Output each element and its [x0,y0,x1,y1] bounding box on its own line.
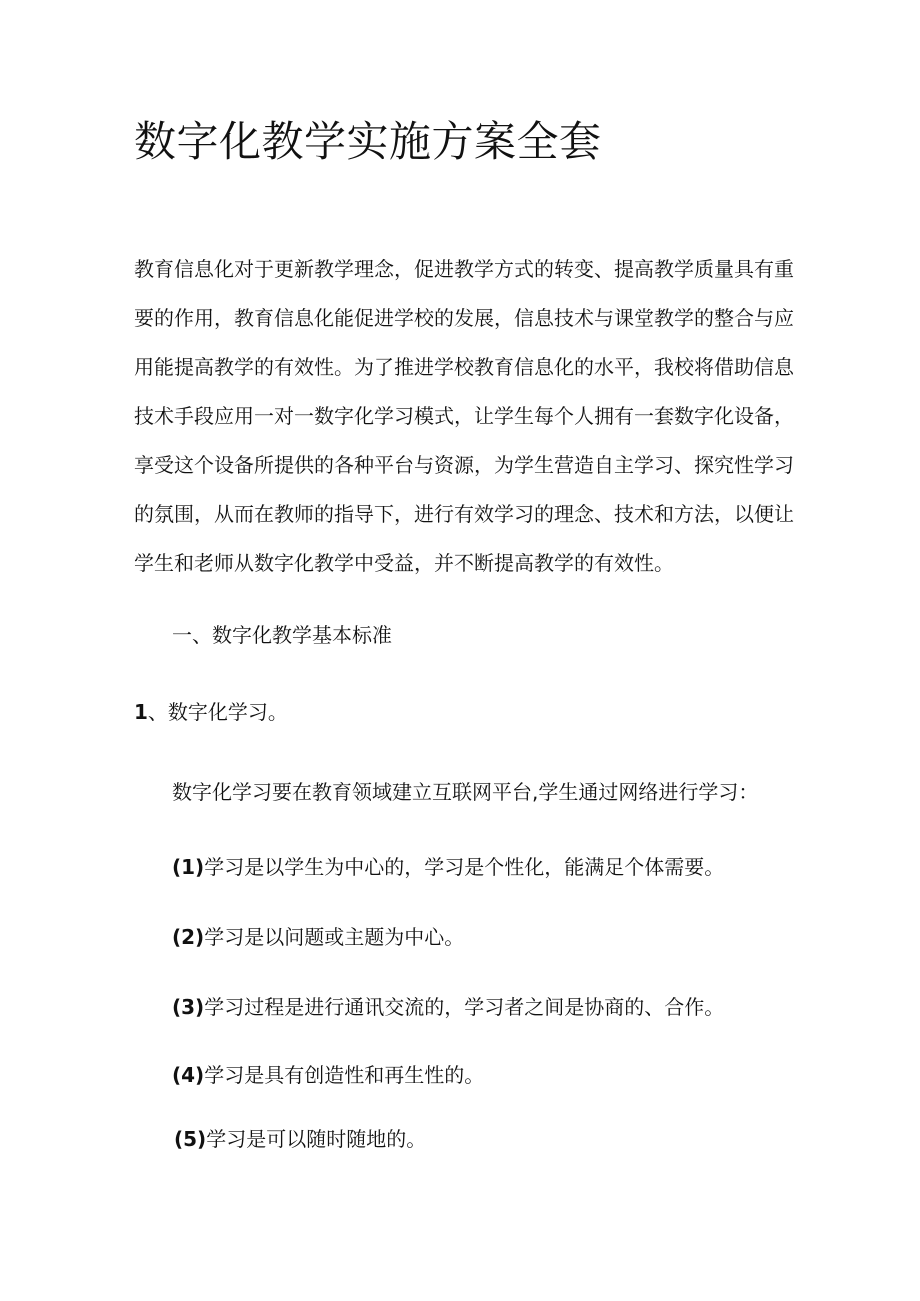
list-item [172,990,724,1024]
subsection-heading [134,695,288,729]
intro-line: 技术手段应用一对一数字化学习模式，让学生每个人拥有一套数字化设备， [134,404,794,428]
list-item-text: 学习是以问题或主题为中心。 [204,925,465,949]
list-item-number: (2) [172,925,205,949]
subsection-intro: 数字化学习要在教育领域建立互联网平台,学生通过网络进行学习： [172,780,759,804]
intro-line: 的氛围，从而在教师的指导下，进行有效学习的理念、技术和方法，以便让 [134,502,794,526]
list-item-number: (5) [174,1127,207,1151]
subsection-text: 、数字化学习。 [147,700,288,724]
list-item-text: 学习是以学生为中心的，学习是个性化，能满足个体需要。 [204,855,725,879]
list-item [172,1058,484,1092]
list-item [174,1122,426,1156]
list-item-text: 学习是可以随时随地的。 [206,1127,427,1151]
section-heading: 一、数字化教学基本标准 [172,623,392,647]
list-item-number: (4) [172,1063,205,1087]
list-item-text: 学习是具有创造性和再生性的。 [204,1063,485,1087]
list-item [172,920,464,954]
list-item-number: (3) [172,995,205,1019]
list-item-text: 学习过程是进行通讯交流的，学习者之间是协商的、合作。 [204,995,725,1019]
intro-line: 学生和老师从数字化教学中受益，并不断提高教学的有效性。 [134,551,674,575]
list-item-number: (1) [172,855,205,879]
intro-line: 教育信息化对于更新教学理念，促进教学方式的转变、提高教学质量具有重 [134,257,794,281]
intro-line: 享受这个设备所提供的各种平台与资源，为学生营造自主学习、探究性学习 [134,453,794,477]
document-title: 数字化教学实施方案全套 [134,117,602,166]
intro-line: 用能提高教学的有效性。为了推进学校教育信息化的水平，我校将借助信息 [134,355,794,379]
intro-line: 要的作用，教育信息化能促进学校的发展，信息技术与课堂教学的整合与应 [134,306,794,330]
subsection-number: 1 [134,700,148,724]
list-item [172,850,724,884]
intro-paragraph [134,252,814,595]
